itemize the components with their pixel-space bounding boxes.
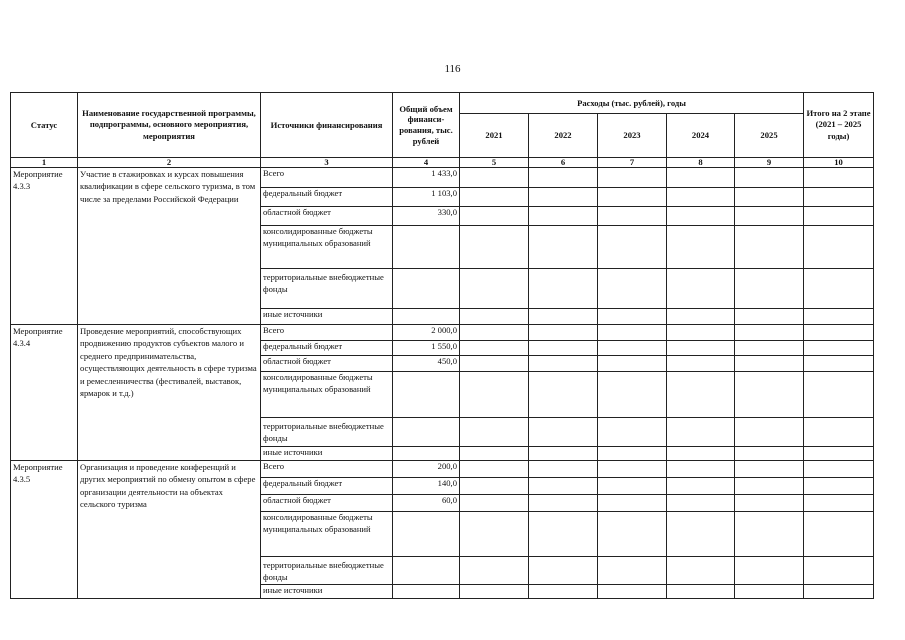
- funding-amount: [393, 585, 460, 599]
- measure-name: Организация и проведение конференций и других мероприятий по обмену опытом в сфере организации деятельности на объектах сельского туризма: [78, 461, 261, 599]
- measure-name: Проведение мероприятий, способствующих продвижению продуктов субъектов малого и среднего предпринимательства, осуществляющих деятельность в сфере туризма и ремесленничества (фестивалей, выставок, ярмарок и т.д.): [78, 325, 261, 461]
- header-year: 2021: [460, 114, 529, 158]
- column-number: 9: [735, 158, 804, 168]
- funding-source: федеральный бюджет: [261, 478, 393, 495]
- column-number: 6: [529, 158, 598, 168]
- funding-amount: [393, 447, 460, 461]
- measure-status: Мероприятие 4.3.3: [11, 168, 78, 325]
- funding-amount: 330,0: [393, 207, 460, 226]
- column-number: 7: [598, 158, 667, 168]
- funding-amount: [393, 226, 460, 269]
- funding-source: территориальные внебюджетные фонды: [261, 269, 393, 309]
- column-numbers-row: [11, 158, 874, 168]
- funding-amount: 1 550,0: [393, 341, 460, 356]
- header-expenses-group: Расходы (тыс. рублей), годы: [460, 93, 804, 114]
- funding-source: областной бюджет: [261, 356, 393, 372]
- table-row: [11, 325, 874, 341]
- header-sources: Источники финансирования: [261, 93, 393, 158]
- funding-source: территориальные внебюджетные фонды: [261, 418, 393, 447]
- measure-status: Мероприятие 4.3.5: [11, 461, 78, 599]
- measure-name: Участие в стажировках и курсах повышения квалификации в сфере сельского туризма, в том числе за пределами Российской Федерации: [78, 168, 261, 325]
- column-number: 10: [804, 158, 874, 168]
- header-total-volume: Общий объем финанси-рования, тыс. рублей: [393, 93, 460, 158]
- page-number: 116: [444, 63, 461, 75]
- funding-amount: 200,0: [393, 461, 460, 478]
- column-number: 8: [667, 158, 735, 168]
- measure-status: Мероприятие 4.3.4: [11, 325, 78, 461]
- header-year: 2024: [667, 114, 735, 158]
- funding-source: иные источники: [261, 309, 393, 325]
- header-year: 2022: [529, 114, 598, 158]
- header-status: Статус: [11, 93, 78, 158]
- funding-amount: [393, 269, 460, 309]
- funding-source: территориальные внебюджетные фонды: [261, 557, 393, 585]
- funding-amount: [393, 418, 460, 447]
- funding-amount: 450,0: [393, 356, 460, 372]
- funding-source: Всего: [261, 461, 393, 478]
- funding-amount: 2 000,0: [393, 325, 460, 341]
- column-number: 4: [393, 158, 460, 168]
- column-number: 3: [261, 158, 393, 168]
- funding-source: консолидированные бюджеты муниципальных образований: [261, 226, 393, 269]
- funding-amount: [393, 309, 460, 325]
- column-number: 2: [78, 158, 261, 168]
- funding-table: [10, 92, 874, 599]
- funding-amount: 1 103,0: [393, 188, 460, 207]
- header-stage-total: Итого на 2 этапе (2021 – 2025 годы): [804, 93, 874, 158]
- funding-source: Всего: [261, 168, 393, 188]
- table-row: [11, 168, 874, 188]
- funding-source: иные источники: [261, 585, 393, 599]
- funding-amount: 140,0: [393, 478, 460, 495]
- funding-amount: [393, 512, 460, 557]
- column-number: 5: [460, 158, 529, 168]
- table-row: [11, 461, 874, 478]
- funding-amount: [393, 557, 460, 585]
- funding-source: областной бюджет: [261, 207, 393, 226]
- header-year: 2023: [598, 114, 667, 158]
- funding-amount: [393, 372, 460, 418]
- funding-source: консолидированные бюджеты муниципальных образований: [261, 372, 393, 418]
- funding-source: Всего: [261, 325, 393, 341]
- funding-source: федеральный бюджет: [261, 188, 393, 207]
- header-name: Наименование государственной программы, подпрограммы, основного мероприятия, мероприятия: [78, 93, 261, 158]
- funding-source: областной бюджет: [261, 495, 393, 512]
- funding-source: федеральный бюджет: [261, 341, 393, 356]
- funding-source: консолидированные бюджеты муниципальных образований: [261, 512, 393, 557]
- funding-amount: 60,0: [393, 495, 460, 512]
- column-number: 1: [11, 158, 78, 168]
- funding-amount: 1 433,0: [393, 168, 460, 188]
- header-year: 2025: [735, 114, 804, 158]
- funding-source: иные источники: [261, 447, 393, 461]
